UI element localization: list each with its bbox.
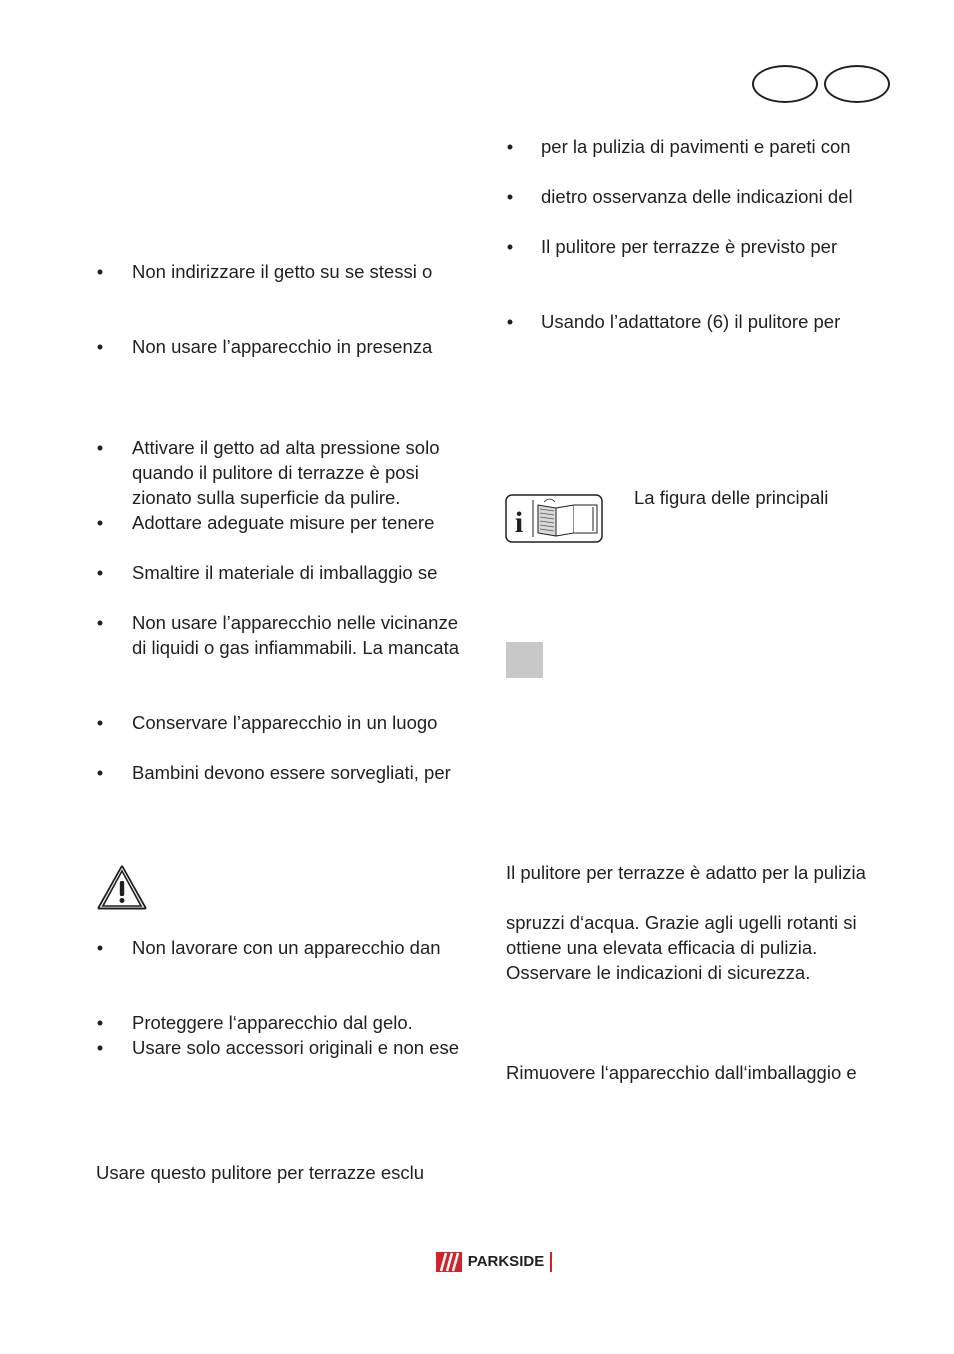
bullet-marker: • xyxy=(506,136,514,157)
warning-triangle-icon xyxy=(96,864,148,912)
bullet-marker: • xyxy=(506,186,514,207)
logo-stripes-icon xyxy=(438,1252,462,1272)
bullet-marker: • xyxy=(506,311,514,332)
bullet-marker: • xyxy=(96,937,104,958)
svg-text:i: i xyxy=(514,506,524,539)
bullet-marker: • xyxy=(506,236,514,257)
left-bullet-1: Non indirizzare il getto su se stessi o xyxy=(132,261,433,282)
info-text: La figura delle principali xyxy=(634,487,829,508)
bullet-marker: • xyxy=(96,1037,104,1058)
bullet-marker: • xyxy=(96,261,104,282)
left-bullet-3-line-3: zionato sulla superficie da pulire. xyxy=(132,487,401,508)
left-bullet-8: Bambini devono essere sorvegliati, per xyxy=(132,762,451,783)
bullet-marker: • xyxy=(96,1012,104,1033)
bullet-marker: • xyxy=(96,336,104,357)
right-bullet-4: Usando l’adattatore (6) il pulitore per xyxy=(541,311,841,332)
bullet-marker: • xyxy=(96,512,104,533)
logo-text: PARKSIDE xyxy=(462,1252,550,1272)
bullet-marker: • xyxy=(96,562,104,583)
left-bullet-9: Non lavorare con un apparecchio dan xyxy=(132,937,441,958)
left-bullet-3-line-2: quando il pulitore di terrazze è posi xyxy=(132,462,419,483)
left-bullet-3-line-1: Attivare il getto ad alta pressione solo xyxy=(132,437,440,458)
left-bullet-7: Conservare l’apparecchio in un luogo xyxy=(132,712,438,733)
language-badge-left xyxy=(752,65,818,103)
parkside-logo xyxy=(436,1252,552,1272)
right-paragraph-2-line-2: ottiene una elevata efficacia di pulizia. xyxy=(506,937,818,958)
right-paragraph-3: Rimuovere l‘apparecchio dall‘imballaggio e xyxy=(506,1062,857,1083)
right-paragraph-2-line-1: spruzzi d‘acqua. Grazie agli ugelli rotanti si xyxy=(506,912,857,933)
left-bullet-11: Usare solo accessori originali e non ese xyxy=(132,1037,460,1058)
left-bullet-4: Adottare adeguate misure per tenere xyxy=(132,512,435,533)
right-bullet-1: per la pulizia di pavimenti e pareti con xyxy=(541,136,851,157)
left-bullet-2: Non usare l’apparecchio in presenza xyxy=(132,336,433,357)
bullet-marker: • xyxy=(96,612,104,633)
right-bullet-2: dietro osservanza delle indicazioni del xyxy=(541,186,853,207)
bullet-marker: • xyxy=(96,762,104,783)
left-bullet-5: Smaltire il materiale di imballaggio se xyxy=(132,562,438,583)
left-paragraph: Usare questo pulitore per terrazze esclu xyxy=(96,1162,425,1183)
language-badge-right xyxy=(824,65,890,103)
right-paragraph-2-line-3: Osservare le indicazioni di sicurezza. xyxy=(506,962,811,983)
right-paragraph-1: Il pulitore per terrazze è adatto per la pulizia xyxy=(506,862,866,883)
bullet-marker: • xyxy=(96,712,104,733)
left-bullet-10: Proteggere l‘apparecchio dal gelo. xyxy=(132,1012,413,1033)
right-bullet-3: Il pulitore per terrazze è previsto per xyxy=(541,236,838,257)
gray-square xyxy=(506,642,543,678)
left-bullet-6-line-1: Non usare l’apparecchio nelle vicinanze xyxy=(132,612,458,633)
left-bullet-6-line-2: di liquidi o gas infiammabili. La mancata xyxy=(132,637,460,658)
bullet-marker: • xyxy=(96,437,104,458)
read-manual-icon xyxy=(505,494,603,544)
